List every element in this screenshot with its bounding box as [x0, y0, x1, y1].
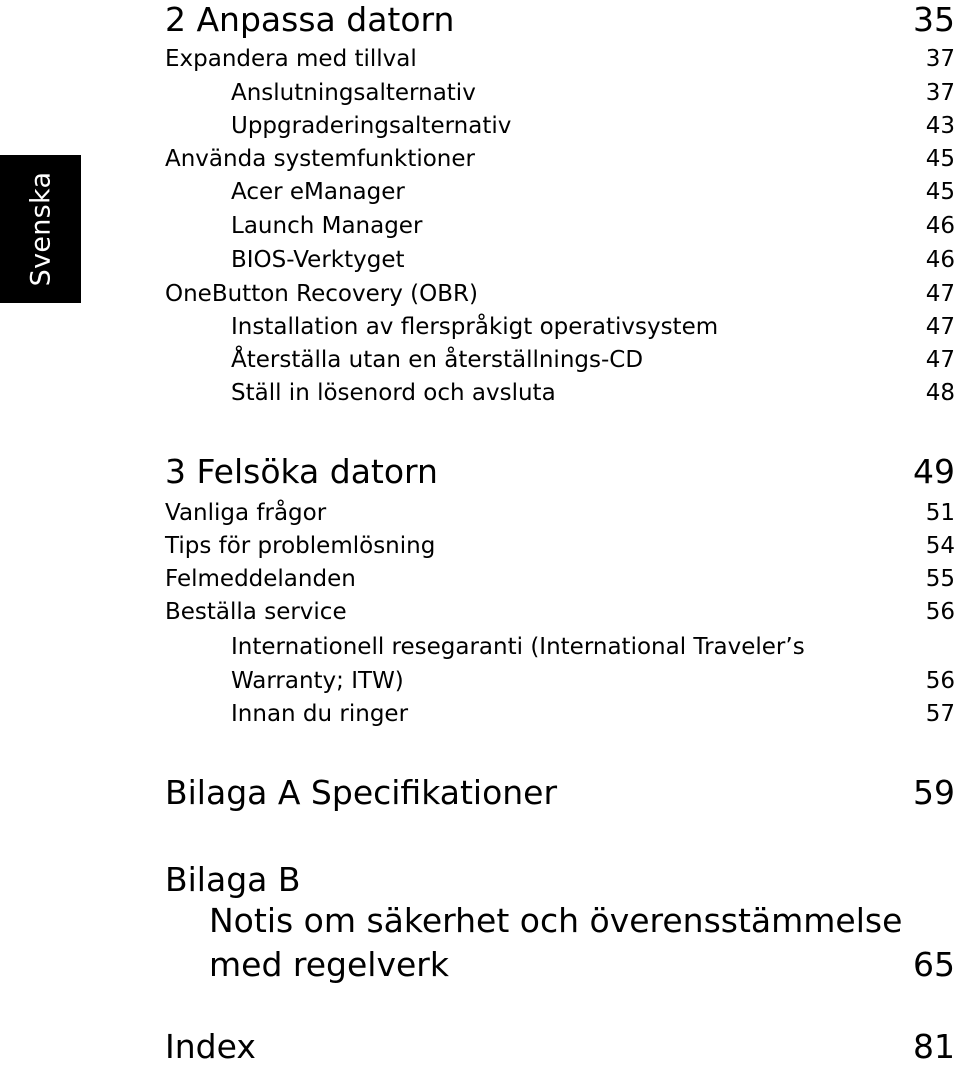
toc-page: 48	[925, 380, 955, 406]
toc-page: 43	[925, 113, 955, 139]
toc-title: Notis om säkerhet och överensstämmelse	[209, 901, 903, 940]
toc-title: Index	[165, 1027, 256, 1066]
toc-title: 3 Felsöka datorn	[165, 452, 438, 491]
toc-title: Warranty; ITW)	[231, 668, 404, 694]
toc-page: 49	[913, 452, 955, 491]
index-heading[interactable]	[165, 1027, 955, 1067]
appendix-b-line-1[interactable]	[165, 901, 955, 941]
toc-page: 56	[925, 599, 955, 625]
toc-title: Acer eManager	[231, 179, 405, 205]
toc-entry[interactable]	[165, 112, 955, 140]
toc-page: 47	[925, 347, 955, 373]
toc-page: 56	[925, 668, 955, 694]
toc-page: 57	[925, 701, 955, 727]
toc-entry[interactable]	[165, 280, 955, 308]
toc-title: Använda systemfunktioner	[165, 146, 475, 172]
toc-entry[interactable]	[165, 212, 955, 240]
toc-title: Tips för problemlösning	[165, 533, 436, 559]
toc-title: 2 Anpassa datorn	[165, 0, 455, 39]
toc-entry[interactable]	[165, 346, 955, 374]
toc-page: 65	[913, 945, 955, 984]
toc-title: Felmeddelanden	[165, 566, 356, 592]
toc-title: Bilaga B	[165, 860, 301, 899]
toc-page: 54	[925, 533, 955, 559]
toc-title: Beställa service	[165, 599, 347, 625]
toc-page: 45	[925, 146, 955, 172]
toc-title: med regelverk	[209, 945, 449, 984]
appendix-b-line-2[interactable]	[165, 945, 955, 985]
toc-title: Bilaga A Specifikationer	[165, 773, 558, 812]
toc-title: Ställ in lösenord och avsluta	[231, 380, 556, 406]
toc-entry[interactable]	[165, 79, 955, 107]
toc-page: 59	[913, 773, 955, 812]
toc-title: Installation av flerspråkigt operativsystem	[231, 314, 719, 340]
toc-title: Innan du ringer	[231, 701, 409, 727]
appendix-a-heading[interactable]	[165, 773, 955, 813]
toc-entry[interactable]	[165, 145, 955, 173]
toc-page: 47	[925, 281, 955, 307]
toc-page: 46	[925, 247, 955, 273]
toc-page: 46	[925, 213, 955, 239]
appendix-b-heading	[165, 860, 955, 900]
toc-title: OneButton Recovery (OBR)	[165, 281, 478, 307]
language-tab[interactable]	[0, 155, 81, 303]
toc-entry[interactable]	[165, 379, 955, 407]
toc-page: 47	[925, 314, 955, 340]
toc-entry[interactable]	[165, 499, 955, 527]
table-of-contents	[165, 0, 955, 1065]
toc-title: Återställa utan en återställnings-CD	[231, 347, 644, 373]
toc-entry[interactable]	[165, 178, 955, 206]
toc-title: Anslutningsalternativ	[231, 80, 476, 106]
toc-title: BIOS-Verktyget	[231, 247, 405, 273]
toc-page: 37	[925, 80, 955, 106]
toc-entry[interactable]	[165, 598, 955, 626]
toc-page: 45	[925, 179, 955, 205]
toc-entry[interactable]	[165, 246, 955, 274]
toc-page: 81	[913, 1027, 955, 1066]
toc-title: Internationell resegaranti (International Traveler’s	[231, 634, 805, 660]
toc-title: Vanliga frågor	[165, 500, 327, 526]
toc-page: 35	[913, 0, 955, 39]
toc-entry[interactable]	[165, 565, 955, 593]
toc-entry[interactable]	[165, 700, 955, 728]
chapter-2-heading[interactable]	[165, 0, 955, 40]
toc-entry[interactable]	[165, 313, 955, 341]
toc-page: 37	[925, 46, 955, 72]
toc-entry[interactable]	[165, 633, 955, 661]
toc-entry[interactable]	[165, 45, 955, 73]
toc-title: Launch Manager	[231, 213, 423, 239]
toc-entry[interactable]	[165, 532, 955, 560]
toc-page: 55	[925, 566, 955, 592]
toc-title: Uppgraderingsalternativ	[231, 113, 512, 139]
toc-entry[interactable]	[165, 667, 955, 695]
toc-title: Expandera med tillval	[165, 46, 417, 72]
chapter-3-heading[interactable]	[165, 452, 955, 492]
language-tab-label: Svenska	[25, 171, 56, 287]
toc-page: 51	[925, 500, 955, 526]
